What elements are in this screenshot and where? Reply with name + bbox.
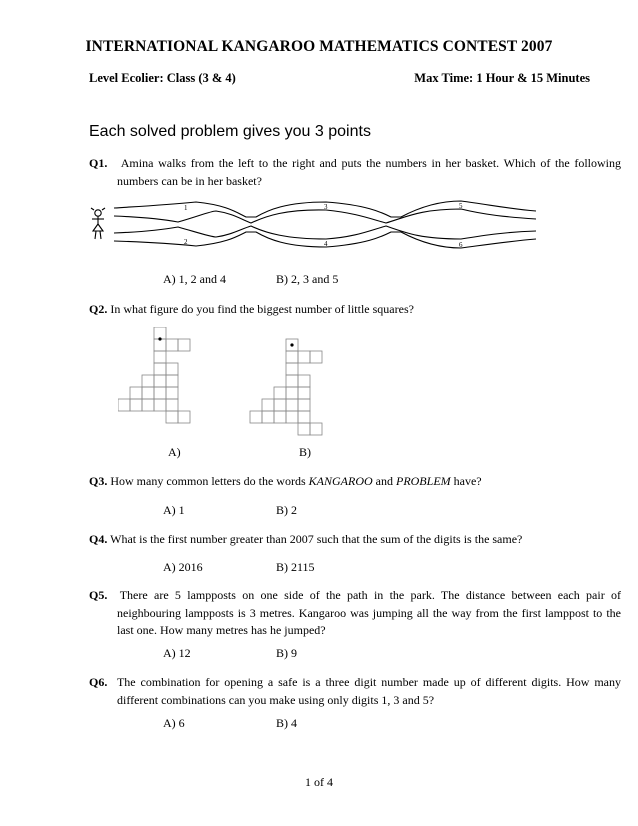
little-square	[154, 327, 166, 339]
little-square	[274, 411, 286, 423]
little-square	[154, 351, 166, 363]
page-number: 1 of 4	[305, 775, 333, 789]
little-square	[166, 387, 178, 399]
question-number: Q1.	[89, 156, 108, 170]
question-number: Q6.	[89, 675, 108, 689]
question-3	[89, 473, 593, 491]
little-square	[286, 411, 298, 423]
little-square	[274, 387, 286, 399]
intro-text: Each solved problem gives you 3 points	[89, 123, 371, 140]
answer-b: B) 2, 3 and 5	[276, 272, 339, 286]
contest-title: INTERNATIONAL KANGAROO MATHEMATICS CONTEST 2007	[85, 38, 553, 55]
question-2	[89, 301, 593, 319]
answer-b: B) 2	[276, 503, 297, 517]
little-square	[298, 423, 310, 435]
dot-b	[290, 343, 293, 346]
question-text: In what figure do you find the biggest number of little squares?	[110, 302, 414, 316]
answer-b: B)	[299, 445, 311, 459]
dot-a	[158, 337, 161, 340]
little-square	[154, 375, 166, 387]
little-square	[298, 411, 310, 423]
little-square	[262, 399, 274, 411]
answer-a: A) 12	[163, 646, 191, 660]
path-figure	[86, 197, 542, 253]
path-label-6: 6	[459, 241, 463, 249]
path-label-5: 5	[459, 202, 463, 210]
little-square	[274, 399, 286, 411]
question-6	[89, 674, 621, 709]
little-square	[130, 399, 142, 411]
little-square	[166, 375, 178, 387]
little-square	[178, 339, 190, 351]
little-square	[142, 375, 154, 387]
path-label-4: 4	[324, 240, 328, 248]
little-square	[166, 411, 178, 423]
path-label-1: 1	[184, 204, 188, 212]
little-square	[166, 339, 178, 351]
question-number: Q2.	[89, 302, 108, 316]
question-text: What is the first number greater than 2007 such that the sum of the digits is the same?	[110, 532, 523, 546]
little-square	[298, 399, 310, 411]
little-square	[286, 387, 298, 399]
answer-a: A) 2016	[163, 560, 203, 574]
little-square	[286, 399, 298, 411]
question-text: There are 5 lampposts on one side of the path in the park. The distance between each pair of neighbouring lampposts is 3 metres. Kangaroo was jumping all the way from the first lamppost to the last one. How many metres has he jumped?	[117, 588, 621, 637]
little-square	[298, 351, 310, 363]
little-square	[154, 387, 166, 399]
answer-a: A) 6	[163, 716, 185, 730]
little-square	[154, 399, 166, 411]
answer-b: B) 9	[276, 646, 297, 660]
little-square	[310, 423, 322, 435]
figure-a	[118, 327, 190, 423]
little-square	[154, 339, 166, 351]
level-label: Level Ecolier: Class (3 & 4)	[89, 71, 236, 85]
question-5	[89, 587, 621, 640]
question-text: Amina walks from the left to the right and puts the numbers in her basket. Which of the following numbers can be in her basket?	[117, 156, 621, 188]
question-number: Q3.	[89, 474, 108, 488]
little-square	[250, 411, 262, 423]
little-square	[166, 399, 178, 411]
square-figures	[118, 327, 328, 439]
question-text: and	[372, 474, 396, 488]
question-number: Q5.	[89, 588, 108, 602]
little-square	[298, 387, 310, 399]
answer-a: A) 1, 2 and 4	[163, 272, 226, 286]
little-square	[142, 387, 154, 399]
question-text: have?	[450, 474, 482, 488]
little-square	[286, 363, 298, 375]
little-square	[178, 411, 190, 423]
answer-a: A)	[168, 445, 181, 459]
word-problem: PROBLEM	[395, 474, 451, 488]
path-label-3: 3	[324, 203, 328, 211]
little-square	[154, 363, 166, 375]
question-4	[89, 531, 593, 549]
question-1	[89, 155, 621, 190]
figure-b	[250, 339, 322, 435]
little-square	[130, 387, 142, 399]
answer-b: B) 2115	[276, 560, 315, 574]
answer-b: B) 4	[276, 716, 297, 730]
little-square	[166, 363, 178, 375]
little-square	[286, 351, 298, 363]
little-square	[310, 351, 322, 363]
word-kangaroo: KANGAROO	[308, 474, 373, 488]
answer-a: A) 1	[163, 503, 185, 517]
little-square	[286, 375, 298, 387]
little-square	[118, 399, 130, 411]
question-number: Q4.	[89, 532, 108, 546]
time-label: Max Time: 1 Hour & 15 Minutes	[414, 71, 590, 85]
question-text: The combination for opening a safe is a three digit number made up of different digits. How many different combinations can you make using only digits 1, 3 and 5?	[116, 675, 621, 707]
little-square	[142, 399, 154, 411]
girl-figure	[91, 208, 105, 239]
question-text: How many common letters do the words	[110, 474, 309, 488]
path-label-2: 2	[184, 238, 188, 246]
little-square	[298, 375, 310, 387]
little-square	[262, 411, 274, 423]
